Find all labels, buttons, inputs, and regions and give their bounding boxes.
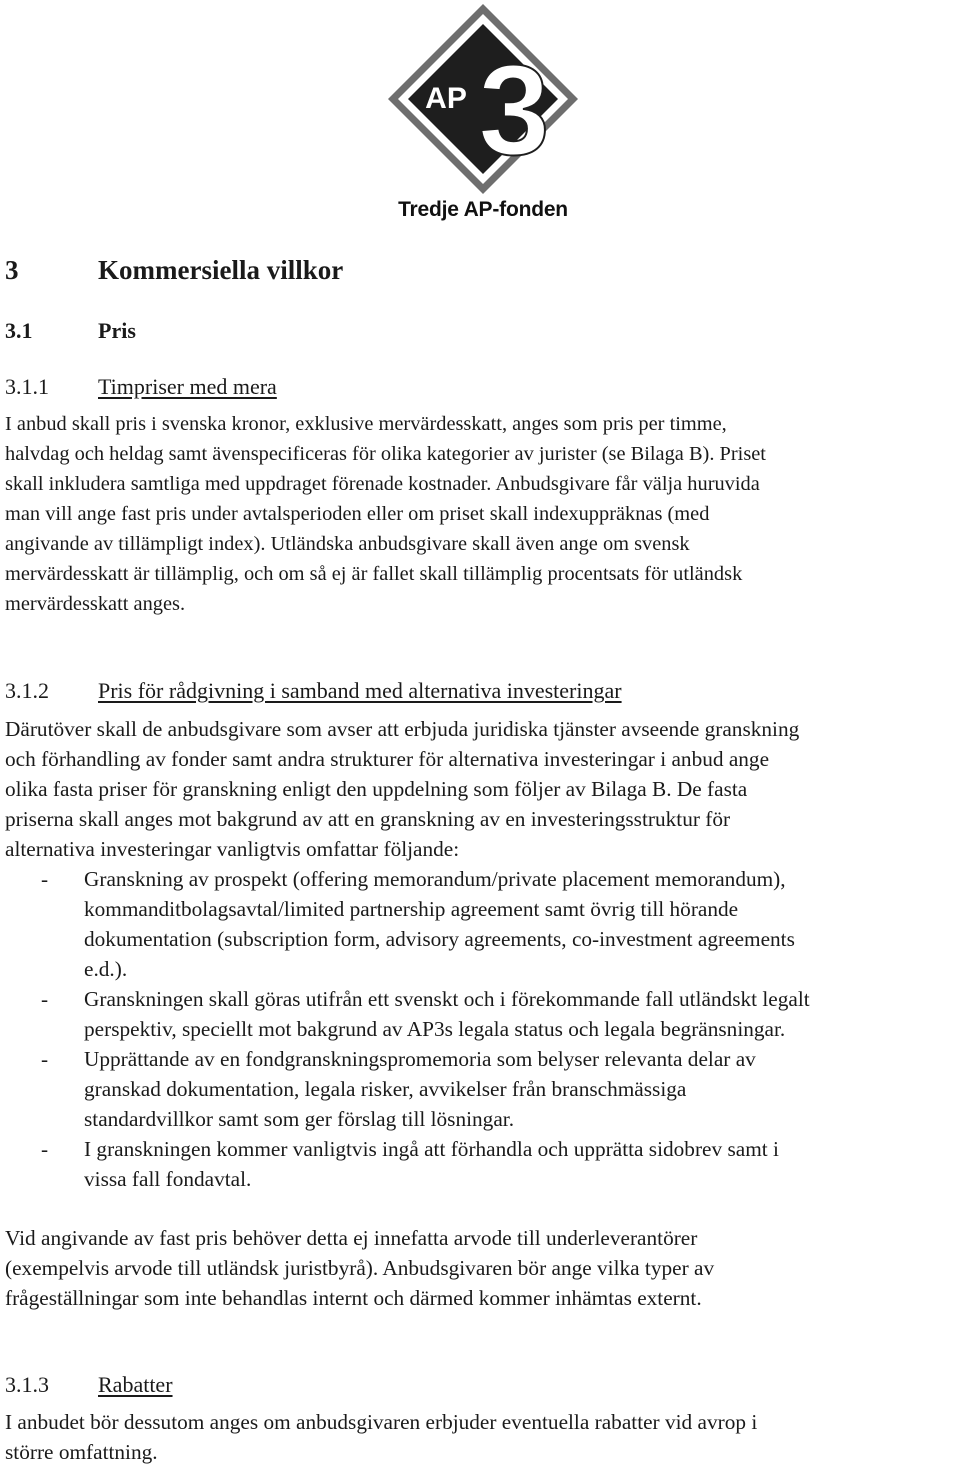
bullet-line: perspektiv, speciellt mot bakgrund av AP3s legala status och legala begränsningar. <box>84 1017 786 1041</box>
list-item <box>5 1044 960 1134</box>
s312-closing-line: (exempelvis arvode till utländsk juristbyrå). Anbudsgivaren bör ange vilka typer av <box>5 1256 715 1280</box>
s312-intro-line: Därutöver skall de anbudsgivare som avser att erbjuda juridiska tjänster avseende granskning <box>5 717 800 741</box>
bullet-line: Upprättande av en fondgranskningspromemoria som belyser relevanta delar av <box>84 1047 756 1071</box>
bullet-marker: - <box>41 987 49 1011</box>
s313-title: Rabatter <box>98 1372 173 1397</box>
list-item <box>5 984 960 1044</box>
bullet-marker: - <box>41 867 49 891</box>
s311-line: angivande av tillämpligt index). Utländska anbudsgivare skall även ange om svensk <box>5 533 690 555</box>
s311-number: 3.1.1 <box>5 374 49 399</box>
s312-intro-line: alternativa investeringar vanligtvis omfattar följande: <box>5 837 460 861</box>
section-number: 3 <box>5 255 19 285</box>
bullet-line: vissa fall fondavtal. <box>84 1167 252 1191</box>
s312-number: 3.1.2 <box>5 678 49 703</box>
list-item <box>5 864 960 984</box>
bullet-line: granskad dokumentation, legala risker, avvikelser från branschmässiga <box>84 1077 687 1101</box>
s311-line: man vill ange fast pris under avtalsperioden eller om priset skall indexuppräknas (med <box>5 503 710 525</box>
s311-line: mervärdesskatt är tillämplig, och om så ej är fallet skall tillämplig procentsats för utländsk <box>5 563 743 585</box>
s311-line: halvdag och heldag samt ävenspecificeras för olika kategorier av jurister (se Bilaga B). Priset <box>5 443 766 465</box>
bullet-line: I granskningen kommer vanligtvis ingå att förhandla och upprätta sidobrev samt i <box>84 1137 779 1161</box>
bullet-marker: - <box>41 1047 49 1071</box>
bullet-line: standardvillkor samt som ger förslag till lösningar. <box>84 1107 515 1131</box>
bullet-line: Granskning av prospekt (offering memorandum/private placement memorandum), <box>84 867 786 891</box>
logo-ap-text: AP <box>425 82 467 115</box>
s312-intro-paragraph <box>5 714 960 864</box>
logo-three-text: 3 <box>478 39 550 182</box>
s312-intro-line: olika fasta priser för granskning enligt den uppdelning som följer av Bilaga B. De fasta <box>5 777 748 801</box>
s312-intro-line: priserna skall anges mot bakgrund av att en granskning av en investeringsstruktur för <box>5 807 731 831</box>
bullet-line: kommanditbolagsavtal/limited partnership agreement samt övrig till hörande <box>84 897 739 921</box>
s312-closing-line: frågeställningar som inte behandlas internt och därmed kommer inhämtas externt. <box>5 1286 702 1310</box>
s311-line: skall inkludera samtliga med uppdraget förenade kostnader. Anbudsgivare får välja huruvida <box>5 473 760 495</box>
s312-closing-line: Vid angivande av fast pris behöver detta ej innefatta arvode till underleverantörer <box>5 1226 698 1250</box>
s311-paragraph <box>5 409 960 619</box>
section-title: Kommersiella villkor <box>98 255 344 285</box>
bullet-line: dokumentation (subscription form, advisory agreements, co-investment agreements <box>84 927 795 951</box>
s312-intro-line: och förhandling av fonder samt andra strukturer för alternativa investeringar i anbud ange <box>5 747 770 771</box>
s312-closing-paragraph <box>5 1223 960 1313</box>
ap3-logo <box>386 2 580 224</box>
subsection-title: Pris <box>98 318 136 343</box>
s313-line: större omfattning. <box>5 1440 158 1464</box>
subsection-number: 3.1 <box>5 318 33 343</box>
s311-title: Timpriser med mera <box>98 374 277 399</box>
s313-number: 3.1.3 <box>5 1372 49 1397</box>
list-item <box>5 1134 960 1194</box>
s312-title: Pris för rådgivning i samband med alternativa investeringar <box>98 678 622 703</box>
bullet-line: Granskningen skall göras utifrån ett svenskt och i förekommande fall utländskt legalt <box>84 987 810 1011</box>
s311-line: mervärdesskatt anges. <box>5 593 186 615</box>
s312-bullet-list <box>5 864 960 1194</box>
ap3-logo-mark <box>386 2 580 198</box>
s313-paragraph <box>5 1407 960 1467</box>
s311-line: I anbud skall pris i svenska kronor, exklusive mervärdesskatt, anges som pris per timme, <box>5 413 727 435</box>
bullet-marker: - <box>41 1137 49 1161</box>
logo-caption: Tredje AP-fonden <box>398 198 568 221</box>
bullet-line: e.d.). <box>84 957 128 981</box>
s313-line: I anbudet bör dessutom anges om anbudsgivaren erbjuder eventuella rabatter vid avrop i <box>5 1410 758 1434</box>
